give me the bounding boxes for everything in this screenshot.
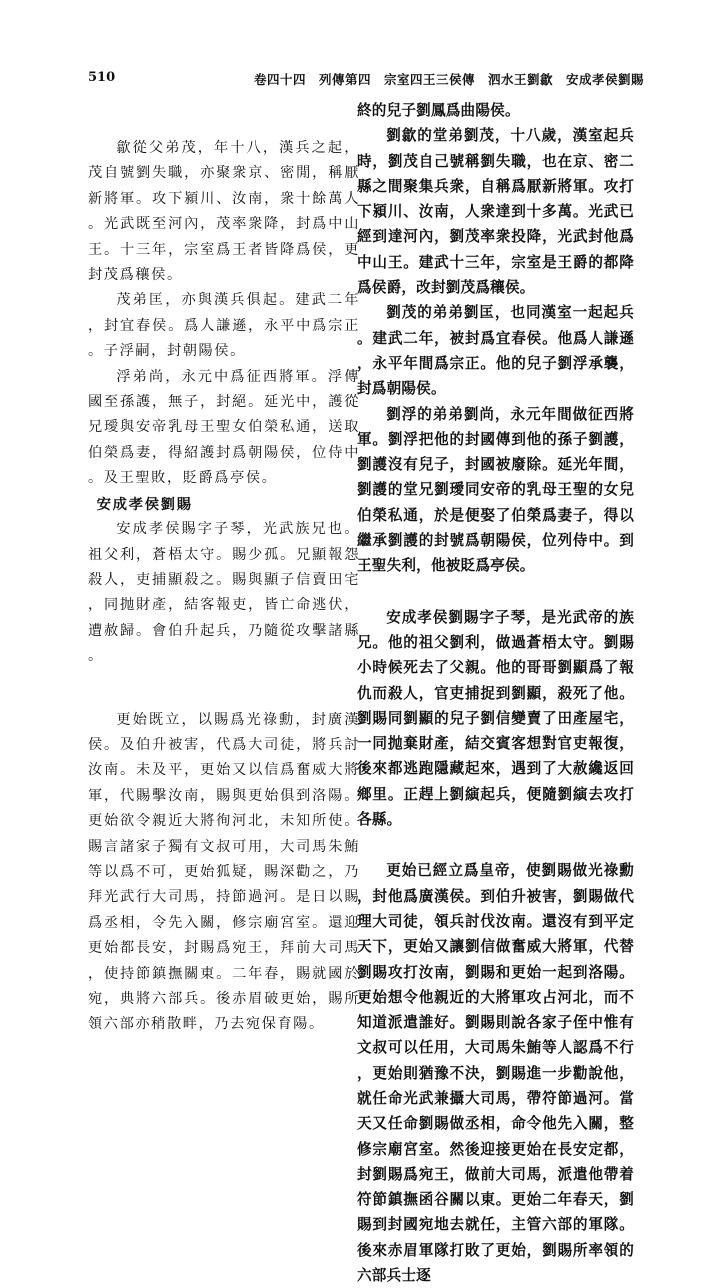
original-paragraph-kuang: 茂弟匡，亦與漢兵俱起。建武二年，封宜春侯。爲人謙遜，永平中爲宗正。子浮嗣，封朝陽侯。 [88,292,360,360]
original-paragraph-mao: 歙從父弟茂，年十八，漢兵之起，茂自號劉失職，亦聚衆京、密閒，稱厭新將軍。攻下潁川、汝南，衆十餘萬人。光武既至河內，茂率衆降，封爲中山王。十三年，宗室爲王者皆降爲侯，更封茂爲穰侯。 [88,140,360,284]
column-spacer [88,670,360,708]
translation-text-column [357,98,634,1285]
original-paragraph-ci-origin: 安成孝侯賜字子琴，光武族兄也。祖父利，蒼梧太守。賜少孤。兄顯報怨殺人，吏捕顯殺之。賜與顯子信賣田宅，同抛財產，結客報吏，皆亡命逃伏，遭赦歸。會伯升起兵，乃隨從攻擊諸縣。 [88,521,360,665]
translation-paragraph-gengshi: 更始已經立爲皇帝，使劉賜做光祿勳，封他爲廣漢侯。到伯升被害，劉賜做代理大司徒，領兵討伐汝南。還沒有到平定天下，更始又讓劉信做奮威大將軍，代替劉賜攻打汝南，劉賜和更始一起到洛陽。更始想令他親近的大將軍攻占河北，而不知道派遣誰好。劉賜則說各家子侄中惟有文叔可以任用，大司馬朱鮪等人認爲不行，更始則猶豫不決，劉賜進一步勸說他，就任命光武兼攝大司馬，帶符節過河。當天又任命劉賜做丞相，命令他先入關，整修宗廟宮室。然後迎接更始在長安定都，封劉賜爲宛王，做前大司馬，派遣他帶着符節鎮撫函谷關以東。更始二年春天，劉賜到封國宛地去就任，主管六部的軍隊。後來赤眉軍隊打敗了更始，劉賜所率領的六部兵士逐 [357,862,634,1285]
translation-paragraph-continued: 終的兒子劉鳳爲曲陽侯。 [357,102,520,119]
column-spacer [357,579,634,605]
translation-paragraph-shang: 劉浮的弟弟劉尚，永元年間做征西將軍。劉浮把他的封國傳到他的孫子劉護，劉護沒有兒子，封國被廢除。延光年間，劉護的堂兄劉璦同安帝的乳母王聖的女兒伯榮私通，於是便娶了伯榮爲妻子，得以繼承劉護的封號爲朝陽侯，位列侍中。到王聖失利，他被貶爲亭侯。 [357,405,634,575]
translation-paragraph-kuang: 劉茂的弟弟劉匡，也同漢室一起起兵。建武二年，被封爲宜春侯。他爲人謙遜，永平年間爲宗正。他的兒子劉浮承襲，封爲朝陽侯。 [357,304,634,398]
original-paragraph-gengshi: 更始既立，以賜爲光祿勳，封廣漢侯。及伯升被害，代爲大司徒，將兵討汝南。未及平，更始又以信爲奮威大將軍，代賜擊汝南，賜與更始俱到洛陽。更始欲令親近大將徇河北，未知所使。賜言諸家子獨有文叔可用，大司馬朱鮪等以爲不可，更始狐疑，賜深勸之，乃拜光武行大司馬，持節過河。是日以賜爲丞相，令先入關，修宗廟宮室。還迎更始都長安，封賜爲宛王，拜前大司馬，使持節鎮撫關東。二年春，賜就國於宛，典將六部兵。後赤眉破更始，賜所領六部亦稍散畔，乃去宛保育陽。 [88,711,360,1033]
original-text-column [88,98,360,1033]
original-paragraph-shang: 浮弟尚，永元中爲征西將軍。浮傳國至孫護，無子，封絕。延光中，護從兄璦與安帝乳母王聖女伯榮私通，送取伯榮爲妻，得紹護封爲朝陽侯，位侍中。及王聖敗，貶爵爲亭侯。 [88,368,360,487]
section-heading: 安成孝侯劉賜 [96,495,193,513]
column-spacer [88,98,360,136]
page-number: 510 [88,70,116,85]
column-spacer [357,832,634,858]
translation-paragraph-mao: 劉歙的堂弟劉茂，十八歲，漢室起兵時，劉茂自己號稱劉失職，也在京、密二縣之間聚集兵衆，自稱爲厭新將軍。攻打下潁川、汝南，人衆達到十多萬。光武已經到達河內，劉茂率衆投降，光武封他爲中山王。建武十三年，宗室是王爵的都降爲侯爵，改封劉茂爲穰侯。 [357,127,634,297]
translation-paragraph-ci-origin: 安成孝侯劉賜字子琴，是光武帝的族兄。他的祖父劉利，做過蒼梧太守。劉賜小時候死去了父親。他的哥哥劉顯爲了報仇而殺人，官吏捕捉到劉顯，殺死了他。劉賜同劉顯的兒子劉信變賣了田產屋宅，一同抛棄財產，結交賓客想對官吏報復，後來都逃跑隱藏起來，遇到了大赦纔返回鄉里。正趕上劉縯起兵，便隨劉縯去攻打各縣。 [357,608,634,829]
page-header [88,68,644,90]
running-title: 卷四十四 列傳第四 宗室四王三侯傳 泗水王劉歙 安成孝侯劉賜 [253,72,644,87]
